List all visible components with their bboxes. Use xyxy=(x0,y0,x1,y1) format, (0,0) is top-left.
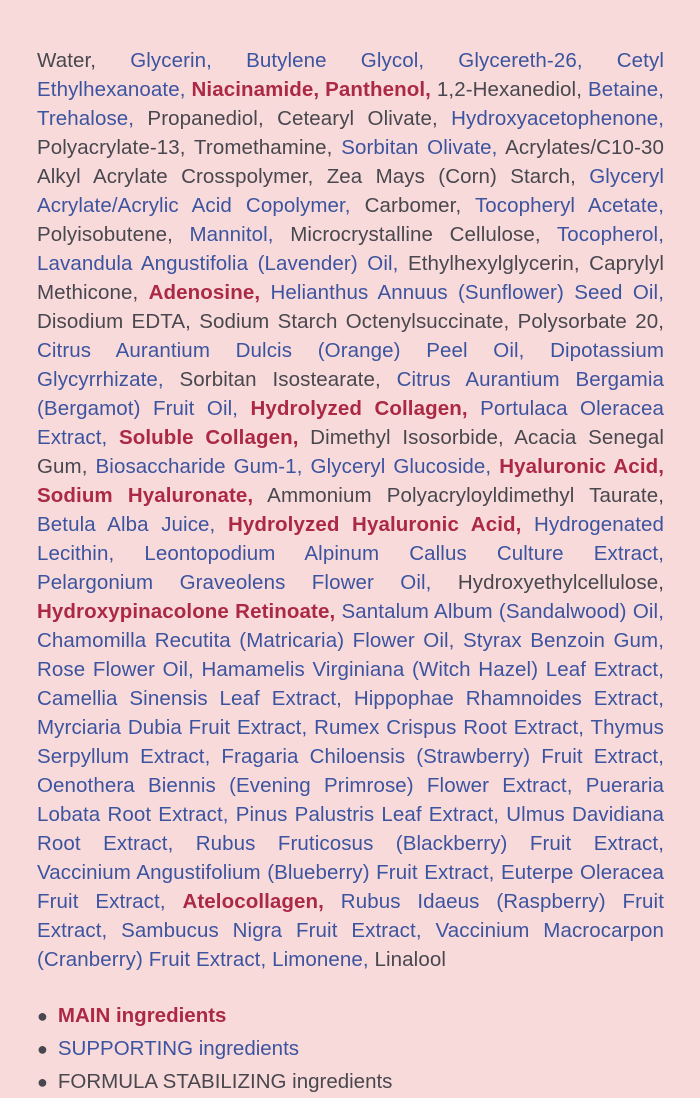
ingredient: Adenosine, xyxy=(148,281,261,304)
ingredient: Linalool xyxy=(374,948,446,971)
ingredient: Cetearyl Olivate, xyxy=(277,107,438,130)
ingredients-list xyxy=(37,46,664,974)
legend xyxy=(37,1000,664,1098)
ingredient: Hydroxypinacolone Retinoate, xyxy=(37,600,336,623)
ingredient: Tocopheryl Acetate, xyxy=(474,194,664,217)
ingredient: Niacinamide, xyxy=(191,78,320,101)
ingredient: Mannitol, xyxy=(189,223,274,246)
ingredient: Trehalose, xyxy=(37,107,135,130)
ingredient: Rubus Idaeus (Raspberry) Fruit Extract, xyxy=(37,890,664,942)
ingredient: Hydrolyzed Hyaluronic Acid, xyxy=(227,513,522,536)
ingredient: Fragaria Chiloensis (Strawberry) Fruit Extract, xyxy=(221,745,665,768)
ingredient: Styrax Benzoin Gum, xyxy=(462,629,665,652)
ingredient: Polyacrylate-13, xyxy=(37,136,186,159)
ingredient: Water, xyxy=(37,49,97,72)
ingredient: Polyisobutene, xyxy=(37,223,173,246)
bullet-icon: ● xyxy=(37,1072,48,1092)
ingredient: Ammonium Polyacryloyldimethyl Taurate, xyxy=(267,484,664,507)
bullet-icon: ● xyxy=(37,1039,48,1059)
ingredient: Hydrolyzed Collagen, xyxy=(250,397,468,420)
ingredient: Pelargonium Graveolens Flower Oil, xyxy=(37,571,432,594)
ingredient: Sambucus Nigra Fruit Extract, xyxy=(121,919,422,942)
ingredient: Rose Flower Oil, xyxy=(37,658,194,681)
ingredient: Helianthus Annuus (Sunflower) Seed Oil, xyxy=(270,281,665,304)
legend-item-main xyxy=(37,1000,664,1032)
ingredient: Betaine, xyxy=(587,78,664,101)
ingredient: Hyaluronic Acid, xyxy=(499,455,665,478)
ingredient: Rumex Crispus Root Extract, xyxy=(314,716,585,739)
legend-label: MAIN ingredients xyxy=(57,1004,227,1027)
ingredient: Lavandula Angustifolia (Lavender) Oil, xyxy=(37,252,399,275)
ingredient: Glycereth-26, xyxy=(458,49,583,72)
ingredient: Portulaca Oleracea Extract, xyxy=(37,397,665,449)
ingredient: Hippophae Rhamnoides Extract, xyxy=(353,687,664,710)
ingredient: Tromethamine, xyxy=(194,136,333,159)
ingredient: Pueraria Lobata Root Extract, xyxy=(37,774,665,826)
ingredient: Caprylyl Methicone, xyxy=(37,252,665,304)
ingredient: 1,2-Hexanediol, xyxy=(436,78,582,101)
ingredient: Chamomilla Recutita (Matricaria) Flower Oil, xyxy=(37,629,455,652)
legend-label: SUPPORTING ingredients xyxy=(57,1037,300,1060)
ingredient: Myrciaria Dubia Fruit Extract, xyxy=(37,716,308,739)
ingredient: Cetyl Ethylhexanoate, xyxy=(37,49,664,101)
ingredient: Zea Mays (Corn) Starch, xyxy=(326,165,576,188)
ingredient: Dipotassium Glycyrrhizate, xyxy=(37,339,665,391)
bullet-icon: ● xyxy=(37,1006,48,1026)
ingredient: Hamamelis Virginiana (Witch Hazel) Leaf Extract, xyxy=(201,658,665,681)
ingredient: Atelocollagen, xyxy=(182,890,324,913)
ingredient: Glycerin, xyxy=(130,49,212,72)
ingredient: Polysorbate 20, xyxy=(517,310,665,333)
ingredient: Sodium Starch Octenylsuccinate, xyxy=(199,310,510,333)
ingredient: Tocopherol, xyxy=(556,223,664,246)
ingredient: Rubus Fruticosus (Blackberry) Fruit Extract, xyxy=(195,832,664,855)
ingredient: Hydroxyethylcellulose, xyxy=(457,571,664,594)
ingredient: Sorbitan Olivate, xyxy=(341,136,498,159)
ingredient: Disodium EDTA, xyxy=(37,310,191,333)
ingredient: Soluble Collagen, xyxy=(118,426,299,449)
ingredient: Panthenol, xyxy=(325,78,431,101)
ingredient: Limonene, xyxy=(272,948,369,971)
ingredient: Santalum Album (Sandalwood) Oil, xyxy=(341,600,664,623)
ingredient: Carbomer, xyxy=(364,194,462,217)
ingredient: Vaccinium Angustifolium (Blueberry) Fruit Extract, xyxy=(37,861,495,884)
ingredient: Acrylates/C10-30 Alkyl Acrylate Crosspolymer, xyxy=(37,136,664,188)
ingredient: Glyceryl Glucoside, xyxy=(310,455,492,478)
ingredient: Glyceryl Acrylate/Acrylic Acid Copolymer, xyxy=(37,165,665,217)
ingredient: Oenothera Biennis (Evening Primrose) Flower Extract, xyxy=(37,774,573,797)
ingredient: Hydrogenated Lecithin, xyxy=(37,513,665,565)
ingredient: Butylene Glycol, xyxy=(246,49,425,72)
ingredient: Citrus Aurantium Bergamia (Bergamot) Fruit Oil, xyxy=(37,368,665,420)
ingredient: Ethylhexylglycerin, xyxy=(407,252,580,275)
ingredient: Betula Alba Juice, xyxy=(37,513,216,536)
ingredient: Biosaccharide Gum-1, xyxy=(95,455,303,478)
ingredient: Camellia Sinensis Leaf Extract, xyxy=(37,687,342,710)
ingredient: Propanediol, xyxy=(147,107,264,130)
ingredient: Dimethyl Isosorbide, xyxy=(310,426,504,449)
legend-item-supporting xyxy=(37,1033,664,1065)
ingredient: Thymus Serpyllum Extract, xyxy=(37,716,665,768)
ingredient: Leontopodium Alpinum Callus Culture Extract, xyxy=(144,542,665,565)
legend-label: FORMULA STABILIZING ingredients xyxy=(57,1070,393,1093)
ingredient: Acacia Senegal Gum, xyxy=(37,426,664,478)
ingredient: Microcrystalline Cellulose, xyxy=(290,223,541,246)
ingredient: Pinus Palustris Leaf Extract, xyxy=(235,803,500,826)
ingredient: Sodium Hyaluronate, xyxy=(37,484,254,507)
ingredient: Euterpe Oleracea Fruit Extract, xyxy=(37,861,664,913)
legend-item-stabilizing xyxy=(37,1066,664,1098)
ingredient: Citrus Aurantium Dulcis (Orange) Peel Oil, xyxy=(37,339,525,362)
ingredient: Ulmus Davidiana Root Extract, xyxy=(37,803,665,855)
ingredient: Vaccinium Macrocarpon (Cranberry) Fruit Extract, xyxy=(37,919,665,971)
ingredient: Hydroxyacetophenone, xyxy=(451,107,664,130)
ingredient: Sorbitan Isostearate, xyxy=(179,368,381,391)
